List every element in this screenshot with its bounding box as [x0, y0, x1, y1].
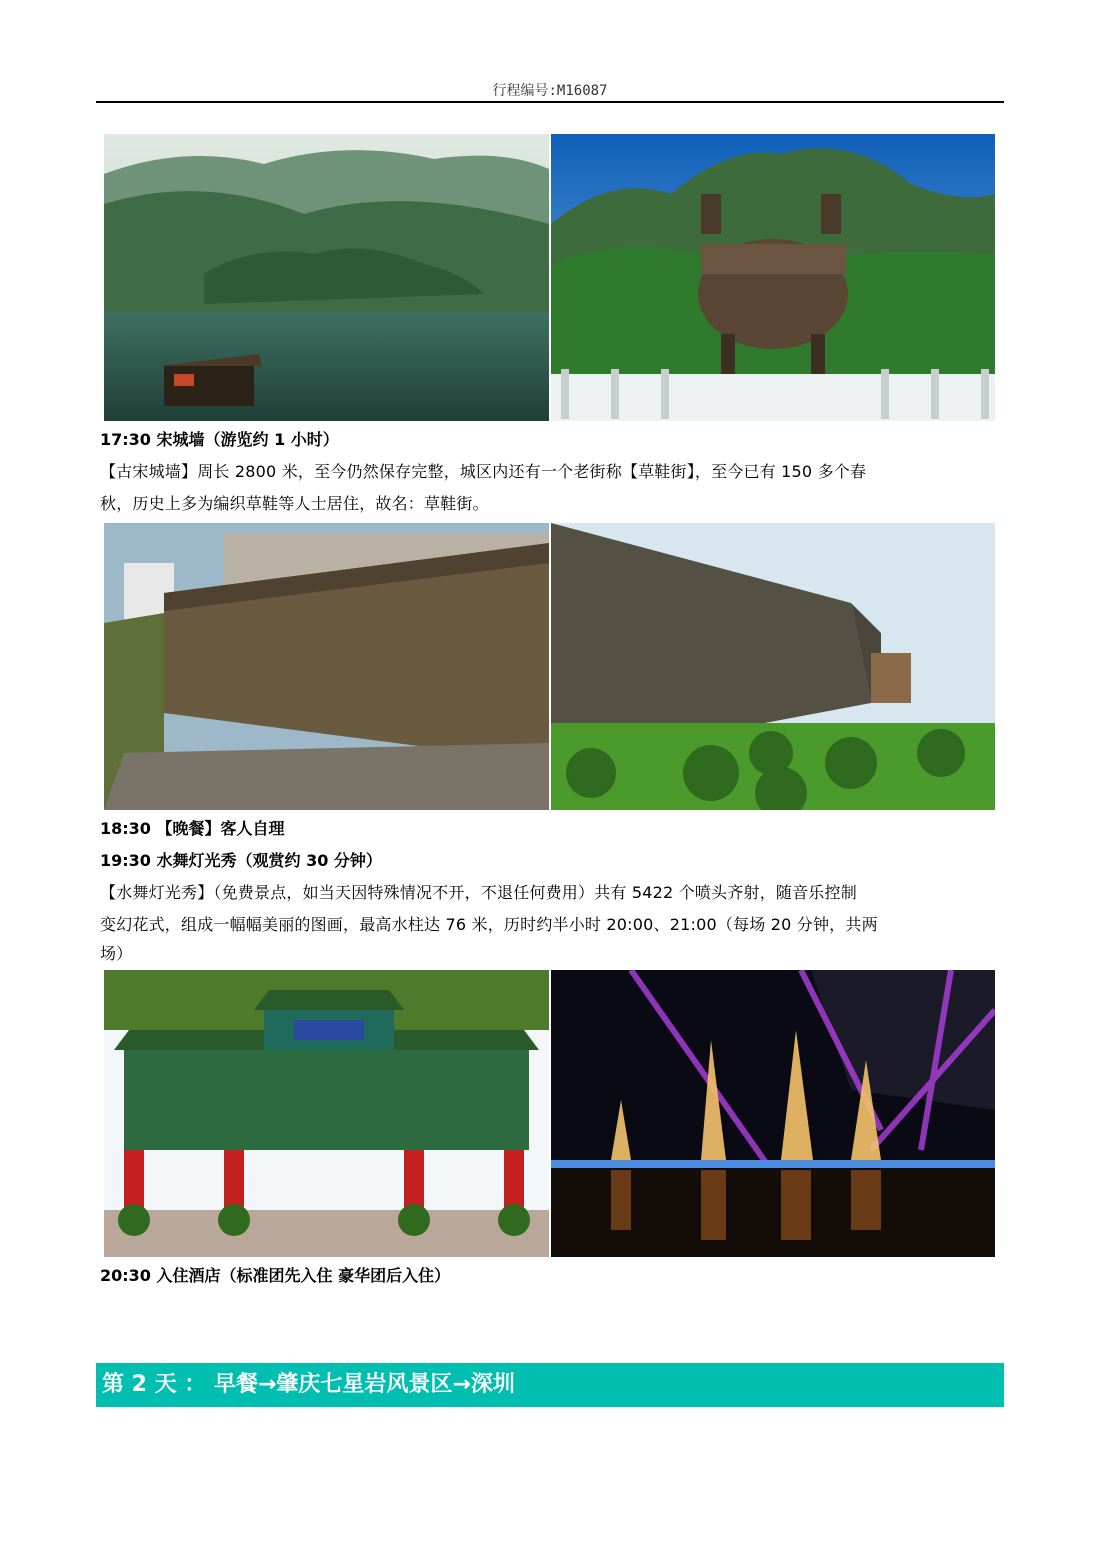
- itinerary-code: 行程编号:M16087: [492, 83, 608, 99]
- show-desc-line-3: 场）: [100, 944, 133, 963]
- header-divider: [96, 101, 1004, 103]
- bronze-cauldron-photo: [551, 134, 995, 421]
- show-title: 19:30 水舞灯光秀（观赏约 30 分钟）: [100, 851, 382, 870]
- hotel-checkin: 20:30 入住酒店（标准团先入住 豪华团后入住）: [100, 1266, 451, 1285]
- city-wall-photo-left: [104, 523, 549, 810]
- song-wall-desc-line-1: 【古宋城墙】周长 2800 米，至今仍然保存完整，城区内还有一个老街称【草鞋街】，至今已有 150 多个春: [100, 462, 867, 481]
- day-2-title-bar: 第 2 天 ： 早餐→肇庆七星岩风景区→深圳: [96, 1363, 1004, 1407]
- song-wall-title: 17:30 宋城墙（游览约 1 小时）: [100, 430, 339, 449]
- song-wall-desc-line-2: 秋，历史上多为编织草鞋等人士居住，故名：草鞋街。: [100, 494, 489, 513]
- fountain-show-photo: [551, 970, 995, 1257]
- memorial-archway-photo: [104, 970, 549, 1257]
- lake-island-photo: [104, 134, 549, 421]
- show-desc-line-1: 【水舞灯光秀】（免费景点，如当天因特殊情况不开，不退任何费用）共有 5422 个喷头齐射，随音乐控制: [100, 883, 857, 902]
- dinner-item: 18:30 【晚餐】客人自理: [100, 819, 285, 838]
- city-wall-photo-right: [551, 523, 995, 810]
- show-desc-line-2: 变幻花式，组成一幅幅美丽的图画，最高水柱达 76 米，历时约半小时 20:00、21:00（每场 20 分钟，共两: [100, 915, 878, 934]
